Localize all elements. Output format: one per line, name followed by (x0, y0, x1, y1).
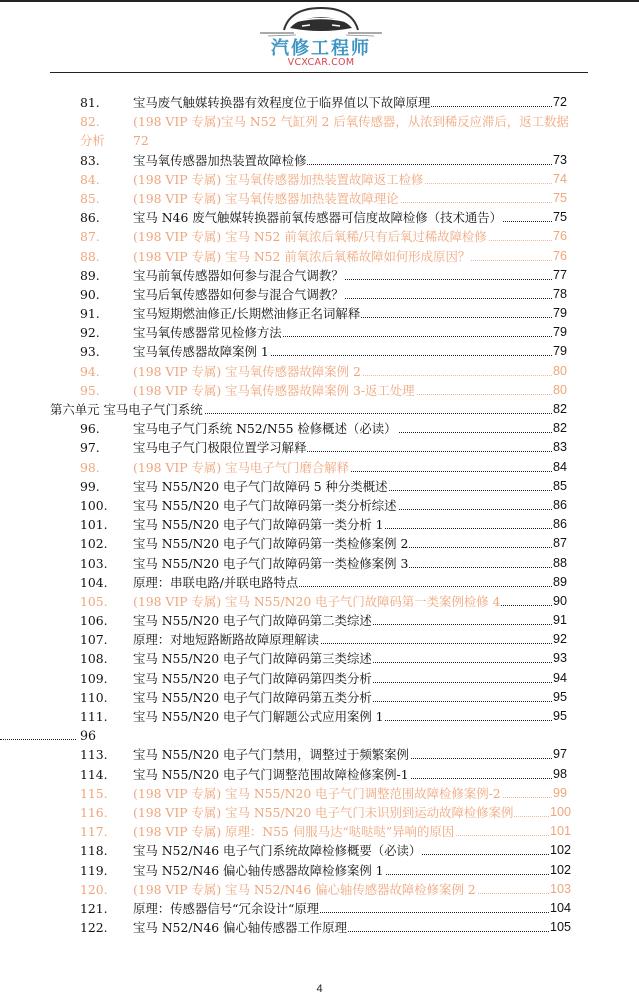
entry-number: 106. (80, 613, 108, 629)
toc-entry[interactable] (0, 534, 639, 553)
top-border (0, 0, 639, 2)
toc-entry[interactable] (0, 477, 639, 496)
entry-number: 100. (80, 497, 108, 513)
entry-page-number[interactable]: 103 (549, 880, 571, 899)
toc-entry[interactable] (0, 688, 639, 707)
toc-entry-continuation[interactable] (0, 131, 639, 150)
entry-page-number[interactable]: 75 (552, 208, 567, 227)
toc-entry[interactable] (0, 112, 639, 131)
logo-subtitle: VCXCAR.COM (287, 57, 355, 68)
entry-number: 89. (80, 267, 100, 283)
entry-title[interactable]: (198 VIP 专属) 宝马氧传感器加热装置故障理论 (133, 189, 400, 208)
entry-number: 113. (80, 747, 108, 763)
page-number: 4 (316, 983, 323, 995)
entry-title[interactable]: 宝马后氧传感器如何参与混合气调教？ (133, 285, 345, 304)
toc-entry[interactable] (0, 573, 639, 592)
entry-page-number[interactable]: 72 (552, 93, 567, 112)
entry-title[interactable]: (198 VIP 专属) 宝马 N55/N20 电子气门故障码第一类案例检修 4 (133, 592, 501, 611)
entry-number: 91. (80, 306, 100, 322)
header-divider (50, 72, 588, 73)
toc-entry[interactable] (0, 707, 639, 726)
toc-entry[interactable] (0, 745, 639, 764)
entry-number: 111. (80, 709, 108, 724)
entry-page-number[interactable]: 94 (552, 669, 567, 688)
entry-number: 90. (80, 286, 100, 302)
toc-entry[interactable] (0, 247, 639, 266)
entry-number: 121. (80, 900, 108, 916)
entry-number: 84. (80, 171, 100, 187)
entry-page-number[interactable]: 104 (549, 899, 571, 918)
entry-page-number[interactable]: 95 (552, 688, 567, 707)
entry-page-number[interactable]: 92 (552, 630, 567, 649)
entry-title[interactable]: (198 VIP 专属)宝马 N52 气缸列 2 后氧传感器，从浓到稀反应滞后，返工数据 (133, 112, 570, 131)
entry-page-number[interactable]: 80 (552, 381, 567, 400)
entry-page-number[interactable]: 75 (552, 189, 567, 208)
entry-page-number[interactable]: 85 (552, 477, 567, 496)
toc-entry[interactable] (0, 208, 639, 227)
toc-entry[interactable] (0, 784, 639, 803)
entry-page-number[interactable]: 95 (552, 707, 567, 726)
dot-leader (0, 739, 76, 740)
entry-page-number[interactable]: 93 (552, 649, 567, 668)
entry-number: 103. (80, 555, 108, 571)
section-title[interactable]: 第六单元 宝马电子气门系统 (50, 400, 204, 419)
entry-page-number[interactable]: 76 (552, 227, 567, 246)
toc-entry[interactable] (0, 93, 639, 112)
entry-title[interactable]: 宝马 N46 废气触媒转换器前氧传感器可信度故障检修（技术通告） (133, 208, 503, 227)
entry-title[interactable]: (198 VIP 专属) 宝马电子气门磨合解释 (133, 458, 350, 477)
entry-page-number[interactable]: 76 (552, 247, 567, 266)
toc-entry[interactable] (0, 515, 639, 534)
entry-page-number[interactable]: 87 (552, 534, 567, 553)
toc-section-heading[interactable] (0, 400, 639, 419)
entry-number: 107. (80, 632, 108, 648)
entry-title[interactable]: 宝马短期燃油修正/长期燃油修正名词解释 (133, 304, 361, 323)
entry-title[interactable]: 宝马 N52/N46 电子气门系统故障检修概要（必读） (133, 841, 422, 860)
entry-title[interactable]: 宝马 N55/N20 电子气门解题公式应用案例 1 (133, 707, 385, 726)
entry-number: 122. (80, 920, 108, 936)
toc-entry[interactable] (0, 918, 639, 937)
entry-page-number[interactable]: 79 (552, 342, 567, 361)
entry-title[interactable]: 宝马 N55/N20 电子气门故障码第一类分析综述 (133, 496, 398, 515)
toc-entry[interactable] (0, 170, 639, 189)
entry-title[interactable]: 宝马 N55/N20 电子气门故障码第四类分析 (133, 669, 373, 688)
entry-title[interactable]: 宝马 N55/N20 电子气门故障码第一类检修案例 3 (133, 554, 409, 573)
toc-entry[interactable] (0, 649, 639, 668)
toc-entry[interactable] (0, 630, 639, 649)
entry-title[interactable]: 宝马 N55/N20 电子气门故障码 5 种分类概述 (133, 477, 389, 496)
entry-number: 83. (80, 152, 100, 168)
entry-number: 97. (80, 440, 100, 456)
entry-page-number[interactable]: 73 (552, 151, 567, 170)
entry-title[interactable]: (198 VIP 专属) 宝马 N52 前氧浓后氧稀/只有后氧过稀故障检修 (133, 227, 488, 246)
entry-number: 98. (80, 459, 100, 475)
toc-entry[interactable] (0, 285, 639, 304)
entry-number: 81. (80, 95, 100, 110)
entry-number: 108. (80, 651, 108, 667)
entry-number: 99. (80, 478, 100, 494)
entry-title[interactable]: (198 VIP 专属) 原理：N55 伺服马达“哒哒哒”异响的原因 (133, 822, 455, 841)
entry-number: 86. (80, 210, 100, 226)
entry-number: 117. (80, 824, 108, 840)
toc-entry[interactable] (0, 803, 639, 822)
toc-entry[interactable] (0, 458, 639, 477)
entry-page-number[interactable]: 91 (552, 611, 567, 630)
entry-title[interactable]: 原理：串联电路/并联电路特点 (133, 573, 299, 592)
entry-page-number[interactable]: 102 (549, 861, 571, 880)
entry-title[interactable]: 宝马 N55/N20 电子气门故障码第一类分析 1 (133, 515, 385, 534)
entry-title[interactable]: 宝马氧传感器加热装置故障检修 (133, 151, 307, 170)
entry-number: 116. (80, 804, 108, 820)
entry-title[interactable]: 宝马电子气门极限位置学习解释 (133, 438, 307, 457)
entry-number: 115. (80, 785, 108, 801)
car-silhouette-icon (254, 4, 388, 38)
entry-number: 110. (80, 689, 108, 705)
entry-page-number[interactable]: 79 (552, 323, 567, 342)
toc-entry[interactable] (0, 419, 639, 438)
toc-entry[interactable] (0, 266, 639, 285)
entry-page-number[interactable]: 105 (549, 918, 571, 937)
toc-entry[interactable] (0, 861, 639, 880)
entry-title[interactable]: 宝马前氧传感器如何参与混合气调教？ (133, 266, 345, 285)
entry-number: 93. (80, 344, 100, 360)
toc-entry[interactable] (0, 765, 639, 784)
toc-entry[interactable] (0, 669, 639, 688)
toc-entry[interactable] (0, 342, 639, 361)
entry-page-number[interactable]: 83 (552, 438, 567, 457)
entry-title[interactable]: (198 VIP 专属) 宝马 N55/N20 电子气门调整范围故障检修案例-2 (133, 784, 502, 803)
entry-title[interactable]: 宝马氧传感器故障案例 1 (133, 342, 270, 361)
entry-title[interactable]: 宝马废气触媒转换器有效程度位于临界值以下故障原理 (133, 93, 431, 112)
toc-entry[interactable] (0, 880, 639, 899)
entry-number: 118. (80, 843, 108, 859)
entry-title[interactable]: (198 VIP 专属) 宝马氧传感器故障案例 3-返工处理 (133, 381, 416, 400)
entry-page-number[interactable]: 101 (549, 822, 571, 841)
entry-title[interactable]: 原理：对地短路断路故障原理解读 (133, 630, 320, 649)
entry-title[interactable]: 宝马 N55/N20 电子气门故障码第一类检修案例 2 (133, 534, 409, 553)
entry-page-number[interactable]: 97 (552, 745, 567, 764)
toc-entry[interactable] (0, 841, 639, 860)
toc-entry[interactable] (0, 362, 639, 381)
toc-entry[interactable] (0, 899, 639, 918)
entry-number: 87. (80, 229, 100, 245)
toc-entry[interactable] (0, 438, 639, 457)
entry-title-continuation: 分析 (80, 133, 105, 149)
toc-entry[interactable] (0, 151, 639, 170)
toc-entry[interactable] (0, 592, 639, 611)
entry-title[interactable]: (198 VIP 专属) 宝马 N55/N20 电子气门未识别到运动故障检修案例 (133, 803, 514, 822)
toc-entry[interactable] (0, 554, 639, 573)
entry-number: 109. (80, 670, 108, 686)
entry-number: 105. (80, 593, 108, 609)
entry-page-number[interactable]: 102 (549, 841, 571, 860)
toc-entry[interactable] (0, 189, 639, 208)
entry-page-number[interactable]: 86 (552, 496, 567, 515)
entry-page-number[interactable]: 84 (552, 458, 567, 477)
entry-page-number[interactable]: 74 (552, 170, 567, 189)
entry-number: 114. (80, 766, 108, 782)
entry-number: 120. (80, 881, 108, 897)
entry-page-number[interactable]: 98 (552, 765, 567, 784)
entry-number: 85. (80, 190, 100, 206)
entry-title[interactable]: 宝马 N55/N20 电子气门故障码第五类分析 (133, 688, 373, 707)
entry-page-number[interactable]: 72 (133, 131, 150, 150)
entry-page-number[interactable]: 82 (552, 419, 567, 438)
entry-page-number[interactable]: 82 (552, 400, 567, 419)
entry-title[interactable]: 宝马 N52/N46 偏心轴传感器故障检修案例 1 (133, 861, 385, 880)
entry-number: 119. (80, 862, 108, 878)
entry-title[interactable]: 宝马 N55/N20 电子气门调整范围故障检修案例-1 (133, 765, 410, 784)
toc-orphan-line[interactable] (0, 726, 639, 745)
entry-title[interactable]: 宝马 N55/N20 电子气门禁用，调整过于频繁案例 (133, 745, 410, 764)
entry-title[interactable]: 原理：传感器信号“冗余设计“原理 (133, 899, 320, 918)
toc-entry[interactable] (0, 304, 639, 323)
entry-number: 95. (80, 382, 100, 398)
entry-number: 82. (80, 114, 100, 130)
entry-title[interactable]: 宝马 N55/N20 电子气门故障码第二类综述 (133, 611, 373, 630)
entry-number: 88. (80, 248, 100, 264)
entry-number: 101. (80, 517, 108, 533)
entry-page-number[interactable]: 90 (552, 592, 567, 611)
entry-title[interactable]: 宝马氧传感器常见检修方法 (133, 323, 283, 342)
logo-title: 汽修工程师 (271, 38, 371, 59)
toc-entry[interactable] (0, 323, 639, 342)
table-of-contents (0, 93, 639, 937)
entry-title[interactable]: 宝马 N55/N20 电子气门故障码第三类综述 (133, 649, 373, 668)
entry-number: 94. (80, 363, 100, 379)
entry-number: 92. (80, 325, 100, 341)
entry-page-number[interactable]: 100 (549, 803, 571, 822)
toc-entry[interactable] (0, 611, 639, 630)
entry-page-number[interactable]: 88 (552, 554, 567, 573)
entry-title[interactable]: 宝马电子气门系统 N52/N55 检修概述（必读） (133, 419, 398, 438)
entry-page-number[interactable]: 96 (79, 726, 96, 745)
entry-number: 102. (80, 536, 108, 552)
entry-title[interactable]: (198 VIP 专属) 宝马 N52/N46 偏心轴传感器故障检修案例 2 (133, 880, 477, 899)
entry-page-number[interactable]: 86 (552, 515, 567, 534)
entry-page-number[interactable]: 80 (552, 362, 567, 381)
toc-entry[interactable] (0, 822, 639, 841)
entry-page-number[interactable]: 78 (552, 285, 567, 304)
entry-title[interactable]: (198 VIP 专属) 宝马氧传感器加热装置故障返工检修 (133, 170, 424, 189)
entry-page-number[interactable]: 89 (552, 573, 567, 592)
toc-entry[interactable] (0, 227, 639, 246)
toc-entry[interactable] (0, 496, 639, 515)
entry-number: 104. (80, 574, 108, 590)
site-logo (254, 4, 388, 70)
entry-page-number[interactable]: 79 (552, 304, 567, 323)
entry-page-number[interactable]: 99 (552, 784, 567, 803)
entry-page-number[interactable]: 77 (552, 266, 567, 285)
entry-title[interactable]: (198 VIP 专属) 宝马氧传感器故障案例 2 (133, 362, 362, 381)
entry-number: 96. (80, 421, 100, 437)
entry-title[interactable]: 宝马 N52/N46 偏心轴传感器工作原理 (133, 918, 348, 937)
entry-title[interactable]: (198 VIP 专属) 宝马 N52 前氧浓后氧稀故障如何形成原因？ (133, 247, 471, 266)
toc-entry[interactable] (0, 381, 639, 400)
